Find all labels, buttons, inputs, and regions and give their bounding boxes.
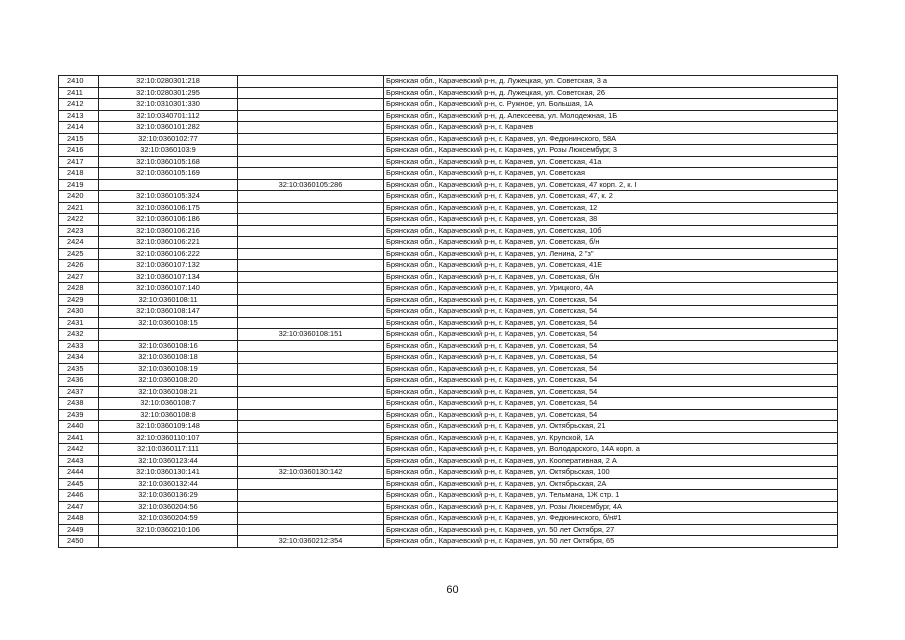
row-number-cell: 2441 [59, 432, 99, 444]
cadastral-number-cell: 32:10:0360102:77 [99, 133, 238, 145]
address-cell: Брянская обл., Карачевский р-н, г. Карачев, ул. 50 лет Октября, 65 [384, 536, 838, 548]
cadastral-number-cell: 32:10:0360108:16 [99, 340, 238, 352]
table-row [59, 122, 838, 134]
cadastral-number-cell: 32:10:0360108:21 [99, 386, 238, 398]
cadastral-number-cell: 32:10:0360107:134 [99, 271, 238, 283]
cadastral-number-cell: 32:10:0360204:59 [99, 513, 238, 525]
secondary-cadastral-number-cell [238, 110, 384, 122]
address-cell: Брянская обл., Карачевский р-н, д. Лужецкая, ул. Советская, 3 а [384, 76, 838, 88]
secondary-cadastral-number-cell [238, 478, 384, 490]
table-row [59, 352, 838, 364]
cadastral-number-cell: 32:10:0360105:324 [99, 191, 238, 203]
table-row [59, 329, 838, 341]
table-row [59, 99, 838, 111]
table-row [59, 168, 838, 180]
address-cell: Брянская обл., Карачевский р-н, г. Карачев, ул. Октябрьская, 21 [384, 421, 838, 433]
registry-table [58, 75, 838, 548]
cadastral-number-cell: 32:10:0360106:222 [99, 248, 238, 260]
secondary-cadastral-number-cell: 32:10:0360130:142 [238, 467, 384, 479]
table-row [59, 536, 838, 548]
table-row [59, 375, 838, 387]
row-number-cell: 2449 [59, 524, 99, 536]
row-number-cell: 2440 [59, 421, 99, 433]
secondary-cadastral-number-cell [238, 237, 384, 249]
row-number-cell: 2412 [59, 99, 99, 111]
row-number-cell: 2436 [59, 375, 99, 387]
cadastral-number-cell: 32:10:0360136:29 [99, 490, 238, 502]
secondary-cadastral-number-cell [238, 76, 384, 88]
secondary-cadastral-number-cell [238, 490, 384, 502]
secondary-cadastral-number-cell [238, 524, 384, 536]
address-cell: Брянская обл., Карачевский р-н, д. Лужецкая, ул. Советская, 26 [384, 87, 838, 99]
table-row [59, 248, 838, 260]
secondary-cadastral-number-cell [238, 248, 384, 260]
secondary-cadastral-number-cell [238, 444, 384, 456]
address-cell: Брянская обл., Карачевский р-н, г. Карачев, ул. Советская, 54 [384, 386, 838, 398]
row-number-cell: 2422 [59, 214, 99, 226]
address-cell: Брянская обл., Карачевский р-н, г. Карачев, ул. Советская, 41а [384, 156, 838, 168]
address-cell: Брянская обл., Карачевский р-н, г. Карачев, ул. Володарского, 14А корп. а [384, 444, 838, 456]
cadastral-number-cell: 32:10:0360101:282 [99, 122, 238, 134]
cadastral-number-cell: 32:10:0360105:168 [99, 156, 238, 168]
table-row [59, 501, 838, 513]
row-number-cell: 2437 [59, 386, 99, 398]
table-row [59, 225, 838, 237]
cadastral-number-cell: 32:10:0360210:106 [99, 524, 238, 536]
secondary-cadastral-number-cell [238, 455, 384, 467]
secondary-cadastral-number-cell [238, 133, 384, 145]
registry-body [59, 76, 838, 548]
row-number-cell: 2446 [59, 490, 99, 502]
table-row [59, 214, 838, 226]
address-cell: Брянская обл., Карачевский р-н, г. Карачев, ул. Урицкого, 4А [384, 283, 838, 295]
row-number-cell: 2424 [59, 237, 99, 249]
cadastral-number-cell: 32:10:0360108:8 [99, 409, 238, 421]
secondary-cadastral-number-cell [238, 398, 384, 410]
cadastral-number-cell: 32:10:0280301:295 [99, 87, 238, 99]
row-number-cell: 2427 [59, 271, 99, 283]
table-row [59, 398, 838, 410]
table-row [59, 524, 838, 536]
table-row [59, 363, 838, 375]
row-number-cell: 2426 [59, 260, 99, 272]
table-row [59, 306, 838, 318]
cadastral-number-cell: 32:10:0280301:218 [99, 76, 238, 88]
cadastral-number-cell: 32:10:0360109:148 [99, 421, 238, 433]
cadastral-number-cell: 32:10:0360103:9 [99, 145, 238, 157]
address-cell: Брянская обл., Карачевский р-н, г. Карачев, ул. Федюнинского, 58А [384, 133, 838, 145]
secondary-cadastral-number-cell [238, 214, 384, 226]
address-cell: Брянская обл., Карачевский р-н, г. Карачев, ул. Октябрьская, 2А [384, 478, 838, 490]
table-row [59, 110, 838, 122]
address-cell: Брянская обл., Карачевский р-н, с. Ружное, ул. Большая, 1А [384, 99, 838, 111]
secondary-cadastral-number-cell [238, 352, 384, 364]
cadastral-number-cell: 32:10:0360108:18 [99, 352, 238, 364]
row-number-cell: 2421 [59, 202, 99, 214]
row-number-cell: 2417 [59, 156, 99, 168]
row-number-cell: 2439 [59, 409, 99, 421]
address-cell: Брянская обл., Карачевский р-н, г. Карачев, ул. Советская, 54 [384, 306, 838, 318]
table-row [59, 513, 838, 525]
table-row [59, 76, 838, 88]
cadastral-number-cell: 32:10:0360117:111 [99, 444, 238, 456]
row-number-cell: 2425 [59, 248, 99, 260]
cadastral-number-cell: 32:10:0360123:44 [99, 455, 238, 467]
table-row [59, 145, 838, 157]
address-cell: Брянская обл., Карачевский р-н, г. Карачев, ул. Советская, 54 [384, 375, 838, 387]
table-row [59, 490, 838, 502]
secondary-cadastral-number-cell [238, 202, 384, 214]
address-cell: Брянская обл., Карачевский р-н, г. Карачев, ул. Советская, 54 [384, 317, 838, 329]
secondary-cadastral-number-cell: 32:10:0360108:151 [238, 329, 384, 341]
row-number-cell: 2431 [59, 317, 99, 329]
cadastral-number-cell: 32:10:0360106:216 [99, 225, 238, 237]
address-cell: Брянская обл., Карачевский р-н, г. Карачев, ул. Крупской, 1А [384, 432, 838, 444]
table-row [59, 386, 838, 398]
table-row [59, 156, 838, 168]
address-cell: Брянская обл., Карачевский р-н, г. Карачев, ул. Федюнинского, б/н#1 [384, 513, 838, 525]
row-number-cell: 2434 [59, 352, 99, 364]
secondary-cadastral-number-cell [238, 156, 384, 168]
address-cell: Брянская обл., Карачевский р-н, г. Карачев, ул. Советская, 54 [384, 329, 838, 341]
secondary-cadastral-number-cell [238, 363, 384, 375]
address-cell: Брянская обл., Карачевский р-н, г. Карачев, ул. Кооперативная, 2 А [384, 455, 838, 467]
row-number-cell: 2430 [59, 306, 99, 318]
row-number-cell: 2414 [59, 122, 99, 134]
address-cell: Брянская обл., Карачевский р-н, г. Карачев, ул. Ленина, 2 "з" [384, 248, 838, 260]
row-number-cell: 2419 [59, 179, 99, 191]
table-row [59, 260, 838, 272]
table-row [59, 455, 838, 467]
secondary-cadastral-number-cell [238, 409, 384, 421]
row-number-cell: 2420 [59, 191, 99, 203]
secondary-cadastral-number-cell [238, 513, 384, 525]
row-number-cell: 2447 [59, 501, 99, 513]
address-cell: Брянская обл., Карачевский р-н, г. Карачев, ул. Розы Люксембург, 3 [384, 145, 838, 157]
secondary-cadastral-number-cell [238, 87, 384, 99]
page-number: 60 [446, 584, 459, 596]
table-row [59, 202, 838, 214]
table-row [59, 444, 838, 456]
cadastral-number-cell: 32:10:0360108:15 [99, 317, 238, 329]
row-number-cell: 2428 [59, 283, 99, 295]
cadastral-number-cell: 32:10:0310301:330 [99, 99, 238, 111]
address-cell: Брянская обл., Карачевский р-н, д. Алексеева, ул. Молодежная, 1Б [384, 110, 838, 122]
cadastral-number-cell: 32:10:0360108:7 [99, 398, 238, 410]
address-cell: Брянская обл., Карачевский р-н, г. Карачев, ул. Советская, б/н [384, 271, 838, 283]
row-number-cell: 2415 [59, 133, 99, 145]
cadastral-number-cell [99, 179, 238, 191]
cadastral-number-cell [99, 329, 238, 341]
secondary-cadastral-number-cell [238, 294, 384, 306]
address-cell: Брянская обл., Карачевский р-н, г. Карачев, ул. Советская, 41Е [384, 260, 838, 272]
table-row [59, 191, 838, 203]
cadastral-number-cell: 32:10:0360108:11 [99, 294, 238, 306]
address-cell: Брянская обл., Карачевский р-н, г. Карачев, ул. Советская, 47, к. 2 [384, 191, 838, 203]
address-cell: Брянская обл., Карачевский р-н, г. Карачев, ул. Советская, 10б [384, 225, 838, 237]
cadastral-number-cell: 32:10:0340701:112 [99, 110, 238, 122]
cadastral-number-cell: 32:10:0360108:147 [99, 306, 238, 318]
address-cell: Брянская обл., Карачевский р-н, г. Карачев, ул. Советская, 54 [384, 363, 838, 375]
cadastral-number-cell: 32:10:0360107:140 [99, 283, 238, 295]
table-row [59, 467, 838, 479]
secondary-cadastral-number-cell [238, 191, 384, 203]
secondary-cadastral-number-cell [238, 260, 384, 272]
row-number-cell: 2435 [59, 363, 99, 375]
address-cell: Брянская обл., Карачевский р-н, г. Карачев, ул. Розы Люксембург, 4А [384, 501, 838, 513]
address-cell: Брянская обл., Карачевский р-н, г. Карачев, ул. Октябрьская, 100 [384, 467, 838, 479]
table-row [59, 478, 838, 490]
address-cell: Брянская обл., Карачевский р-н, г. Карачев, ул. Советская, 47 корп. 2, к. I [384, 179, 838, 191]
cadastral-number-cell: 32:10:0360108:20 [99, 375, 238, 387]
row-number-cell: 2433 [59, 340, 99, 352]
row-number-cell: 2418 [59, 168, 99, 180]
secondary-cadastral-number-cell [238, 145, 384, 157]
secondary-cadastral-number-cell [238, 317, 384, 329]
row-number-cell: 2410 [59, 76, 99, 88]
secondary-cadastral-number-cell [238, 122, 384, 134]
address-cell: Брянская обл., Карачевский р-н, г. Карачев, ул. Советская, 54 [384, 409, 838, 421]
address-cell: Брянская обл., Карачевский р-н, г. Карачев, ул. Советская, б/н [384, 237, 838, 249]
address-cell: Брянская обл., Карачевский р-н, г. Карачев, ул. Советская, 54 [384, 294, 838, 306]
cadastral-number-cell: 32:10:0360107:132 [99, 260, 238, 272]
secondary-cadastral-number-cell [238, 99, 384, 111]
row-number-cell: 2443 [59, 455, 99, 467]
cadastral-number-cell [99, 536, 238, 548]
secondary-cadastral-number-cell [238, 375, 384, 387]
address-cell: Брянская обл., Карачевский р-н, г. Карачев, ул. 50 лет Октября, 27 [384, 524, 838, 536]
cadastral-number-cell: 32:10:0360110:107 [99, 432, 238, 444]
table-row [59, 87, 838, 99]
address-cell: Брянская обл., Карачевский р-н, г. Карачев, ул. Советская, 54 [384, 352, 838, 364]
row-number-cell: 2448 [59, 513, 99, 525]
secondary-cadastral-number-cell [238, 283, 384, 295]
table-row [59, 237, 838, 249]
secondary-cadastral-number-cell [238, 271, 384, 283]
address-cell: Брянская обл., Карачевский р-н, г. Карачев, ул. Советская, 54 [384, 398, 838, 410]
secondary-cadastral-number-cell: 32:10:0360212:354 [238, 536, 384, 548]
secondary-cadastral-number-cell [238, 340, 384, 352]
address-cell: Брянская обл., Карачевский р-н, г. Карачев, ул. Тельмана, 1Ж стр. 1 [384, 490, 838, 502]
address-cell: Брянская обл., Карачевский р-н, г. Карачев, ул. Советская, 12 [384, 202, 838, 214]
table-row [59, 133, 838, 145]
cadastral-number-cell: 32:10:0360204:56 [99, 501, 238, 513]
row-number-cell: 2429 [59, 294, 99, 306]
address-cell: Брянская обл., Карачевский р-н, г. Карачев [384, 122, 838, 134]
row-number-cell: 2423 [59, 225, 99, 237]
table-row [59, 432, 838, 444]
table-row [59, 179, 838, 191]
cadastral-number-cell: 32:10:0360130:141 [99, 467, 238, 479]
secondary-cadastral-number-cell [238, 168, 384, 180]
table-row [59, 340, 838, 352]
cadastral-number-cell: 32:10:0360106:186 [99, 214, 238, 226]
cadastral-number-cell: 32:10:0360108:19 [99, 363, 238, 375]
row-number-cell: 2442 [59, 444, 99, 456]
secondary-cadastral-number-cell [238, 501, 384, 513]
table-row [59, 317, 838, 329]
row-number-cell: 2444 [59, 467, 99, 479]
cadastral-number-cell: 32:10:0360106:175 [99, 202, 238, 214]
secondary-cadastral-number-cell [238, 421, 384, 433]
row-number-cell: 2438 [59, 398, 99, 410]
row-number-cell: 2411 [59, 87, 99, 99]
address-cell: Брянская обл., Карачевский р-н, г. Карачев, ул. Советская, 54 [384, 340, 838, 352]
secondary-cadastral-number-cell [238, 432, 384, 444]
secondary-cadastral-number-cell [238, 386, 384, 398]
address-cell: Брянская обл., Карачевский р-н, г. Карачев, ул. Советская [384, 168, 838, 180]
row-number-cell: 2413 [59, 110, 99, 122]
table-row [59, 294, 838, 306]
row-number-cell: 2416 [59, 145, 99, 157]
secondary-cadastral-number-cell [238, 306, 384, 318]
table-row [59, 271, 838, 283]
secondary-cadastral-number-cell: 32:10:0360105:286 [238, 179, 384, 191]
cadastral-number-cell: 32:10:0360106:221 [99, 237, 238, 249]
table-row [59, 409, 838, 421]
row-number-cell: 2445 [59, 478, 99, 490]
row-number-cell: 2432 [59, 329, 99, 341]
row-number-cell: 2450 [59, 536, 99, 548]
table-row [59, 283, 838, 295]
cadastral-number-cell: 32:10:0360132:44 [99, 478, 238, 490]
cadastral-number-cell: 32:10:0360105:169 [99, 168, 238, 180]
address-cell: Брянская обл., Карачевский р-н, г. Карачев, ул. Советская, 38 [384, 214, 838, 226]
secondary-cadastral-number-cell [238, 225, 384, 237]
table-row [59, 421, 838, 433]
